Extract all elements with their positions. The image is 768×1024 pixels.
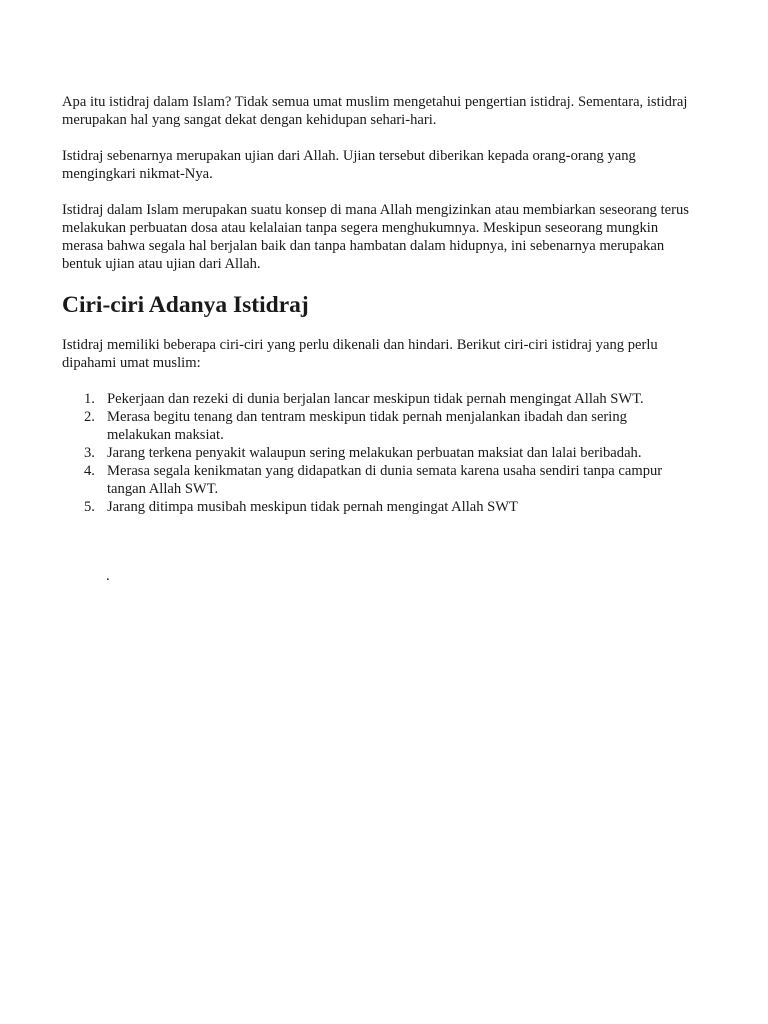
list-item-text: Jarang terkena penyakit walaupun sering melakukan perbuatan maksiat dan lalai beribadah. [107,445,642,461]
list-item-text: Pekerjaan dan rezeki di dunia berjalan lancar meskipun tidak pernah mengingat Allah SWT. [107,391,644,407]
list-item-number: 2. [84,409,95,425]
trailing-period: . [106,568,110,584]
list-item [62,498,692,516]
list-item [62,390,692,408]
list-item [62,444,692,462]
list-item-number: 4. [84,463,95,479]
intro-paragraph-3: Istidraj dalam Islam merupakan suatu konsep di mana Allah mengizinkan atau membiarkan seseorang terus melakukan perbuatan dosa atau kelalaian tanpa segera menghukumnya. Meskipun seseorang mungkin merasa bahwa segala hal berjalan baik dan tanpa hambatan dalam hidupnya, ini sebenarnya merupakan bentuk ujian atau ujian dari Allah. [62,202,689,272]
section-heading: Ciri-ciri Adanya Istidraj [62,292,309,318]
list-item-text: Merasa segala kenikmatan yang didapatkan di dunia semata karena usaha sendiri tanpa campur tangan Allah SWT. [107,463,663,497]
list-item-text: Merasa begitu tenang dan tentram meskipun tidak pernah menjalankan ibadah dan sering melakukan maksiat. [107,409,627,443]
intro-paragraph-1: Apa itu istidraj dalam Islam? Tidak semua umat muslim mengetahui pengertian istidraj. Sementara, istidraj merupakan hal yang sangat dekat dengan kehidupan sehari-hari. [62,94,688,128]
characteristics-list [62,390,692,516]
list-item-number: 1. [84,391,95,407]
list-item-number: 5. [84,499,95,515]
document-page [62,93,692,516]
list-item [62,408,692,444]
list-item-number: 3. [84,445,95,461]
intro-paragraph-2: Istidraj sebenarnya merupakan ujian dari Allah. Ujian tersebut diberikan kepada orang-orang yang mengingkari nikmat-Nya. [62,148,636,182]
list-item [62,462,692,498]
section-intro-paragraph: Istidraj memiliki beberapa ciri-ciri yang perlu dikenali dan hindari. Berikut ciri-ciri istidraj yang perlu dipahami umat muslim: [62,337,658,371]
list-item-text: Jarang ditimpa musibah meskipun tidak pernah mengingat Allah SWT [107,499,518,515]
